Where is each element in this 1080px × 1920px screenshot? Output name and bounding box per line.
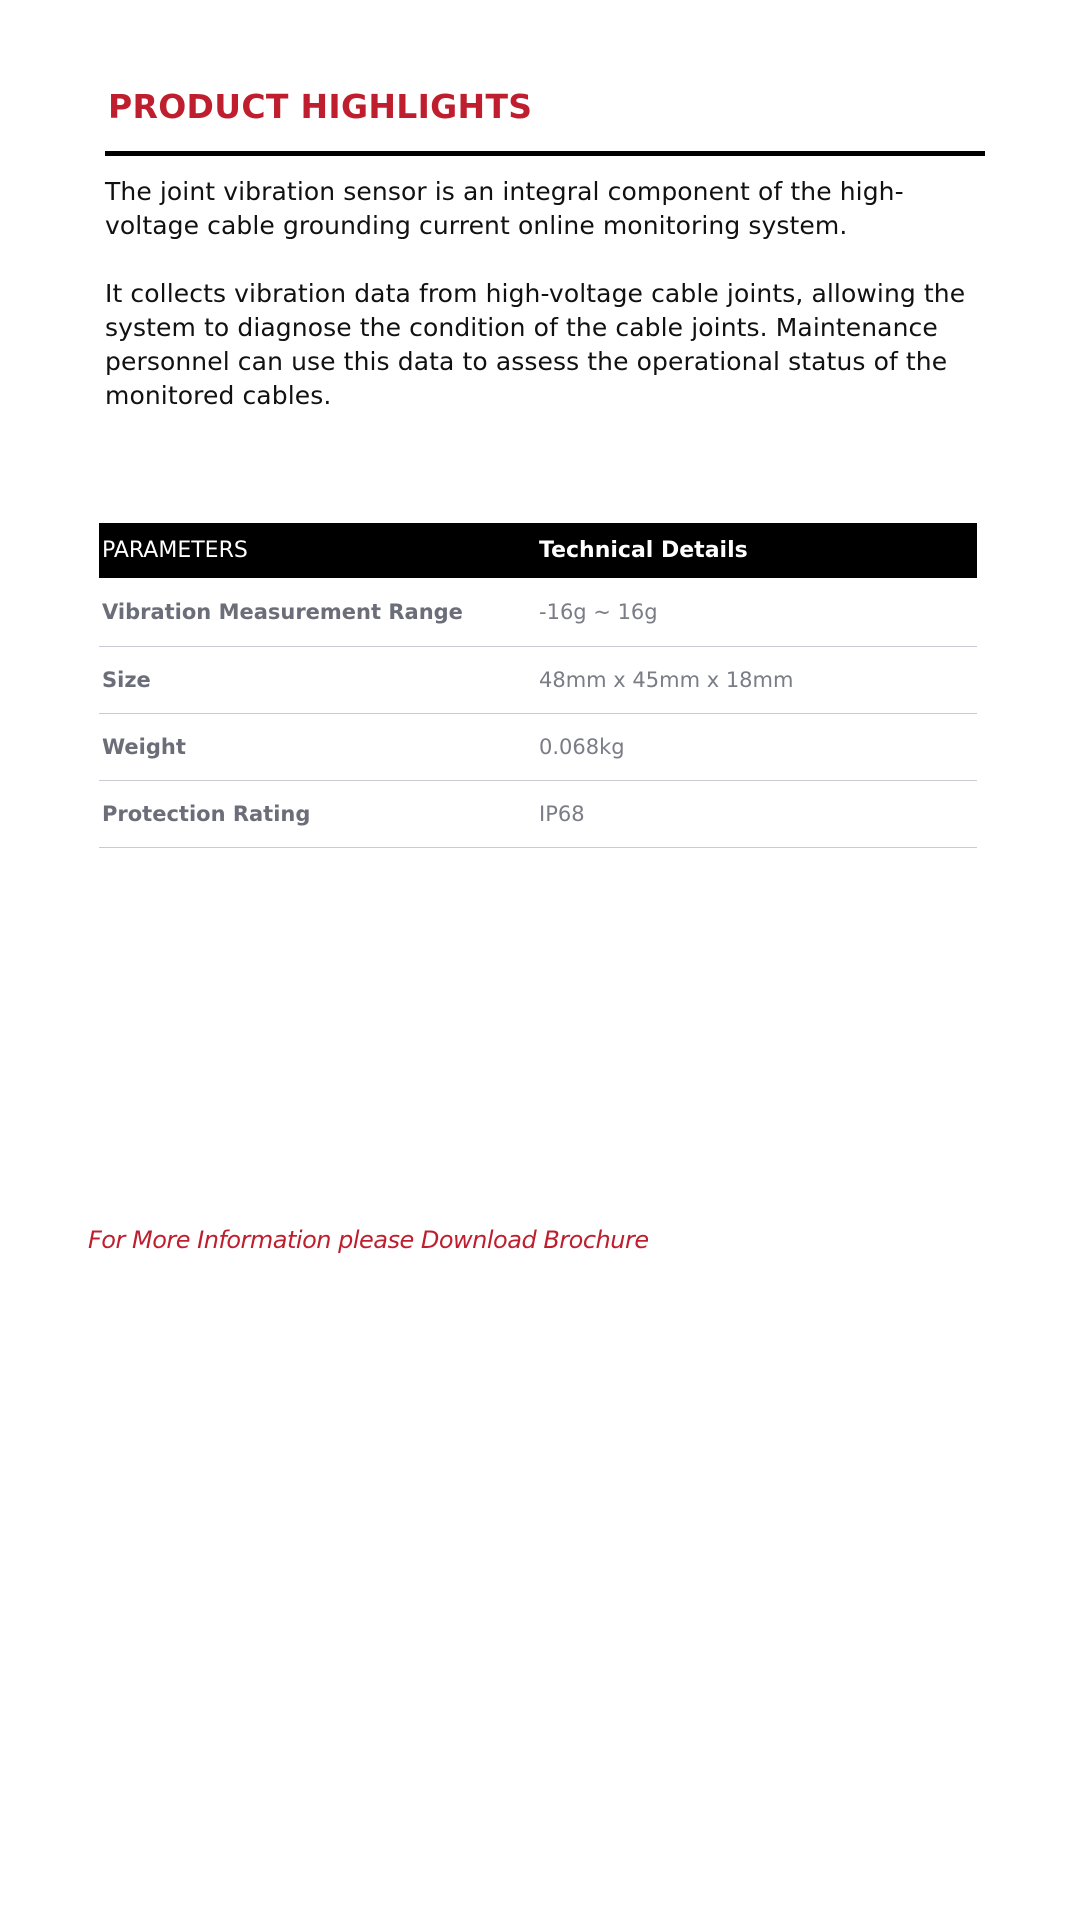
title-divider [105,151,985,156]
download-brochure-link[interactable]: For More Information please Download Brochure [88,1226,649,1254]
column-header-parameters: PARAMETERS [99,523,539,578]
description [105,175,985,413]
parameter-cell: Protection Rating [99,781,539,848]
product-highlights-section [105,82,985,413]
value-cell: 0.068kg [539,714,977,781]
description-paragraph: The joint vibration sensor is an integral component of the high-voltage cable grounding current online monitoring system. [105,177,904,240]
parameter-cell: Vibration Measurement Range [99,578,539,647]
table-header-row [99,523,977,578]
table-row [99,714,977,781]
table-row [99,647,977,714]
table-row [99,578,977,647]
value-cell: IP68 [539,781,977,848]
value-cell: 48mm x 45mm x 18mm [539,647,977,714]
description-paragraph: It collects vibration data from high-voltage cable joints, allowing the system to diagnose the condition of the cable joints. Maintenance personnel can use this data to assess the operational status of the monitored cables. [105,279,966,410]
value-cell: -16g ~ 16g [539,578,977,647]
parameter-cell: Size [99,647,539,714]
column-header-technical-details: Technical Details [539,523,977,578]
table-row [99,781,977,848]
specifications-table [99,523,977,848]
parameter-cell: Weight [99,714,539,781]
section-title: PRODUCT HIGHLIGHTS [108,87,533,126]
